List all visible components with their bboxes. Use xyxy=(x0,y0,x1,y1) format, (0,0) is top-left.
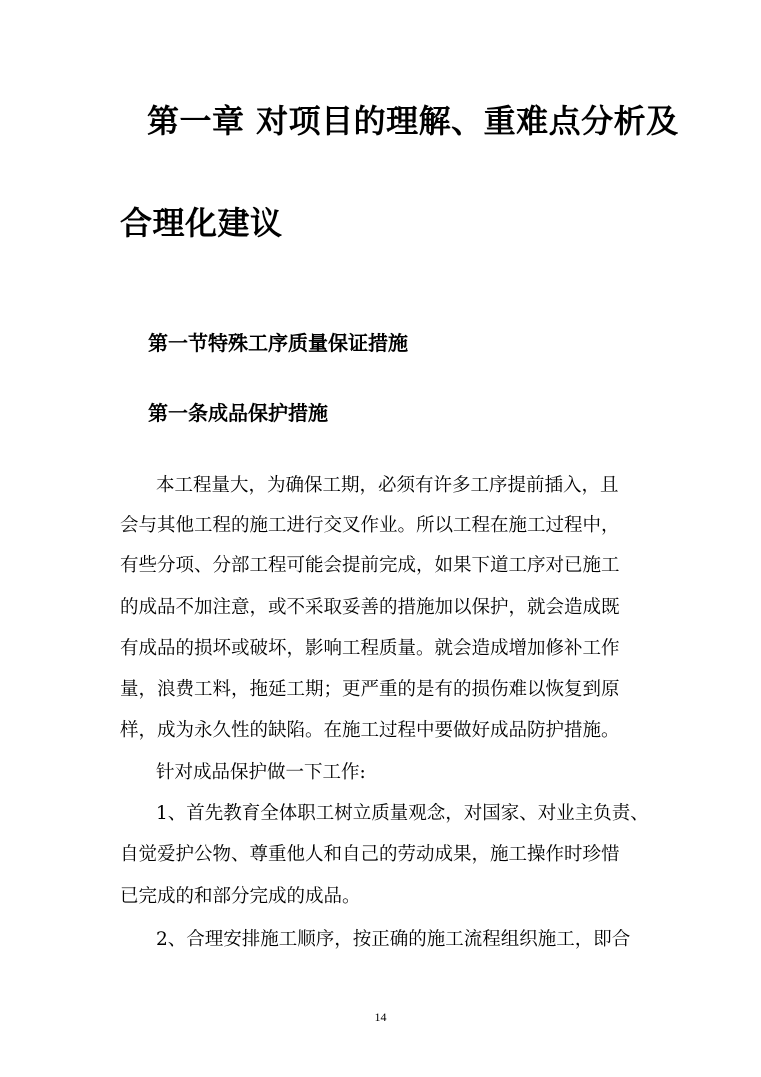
body-line-5: 有成品的损坏或破坏，影响工程质量。就会造成增加修补工作 xyxy=(120,638,620,659)
chapter-title-line-1: 第一章 对项目的理解、重难点分析及 xyxy=(147,102,679,140)
body-line-3: 有些分项、分部工程可能会提前完成，如果下道工序对已施工 xyxy=(120,555,620,576)
page-number: 14 xyxy=(374,1010,387,1024)
section-title: 第一节特殊工序质量保证措施 xyxy=(148,331,408,355)
body-line-11: 已完成的和部分完成的成品。 xyxy=(120,886,361,907)
chapter-title-line-2: 合理化建议 xyxy=(120,204,283,242)
body-line-2: 会与其他工程的施工进行交叉作业。所以工程在施工过程中， xyxy=(120,515,620,536)
body-line-6: 量，浪费工料，拖延工期；更严重的是有的损伤难以恢复到原 xyxy=(120,679,620,700)
article-title: 第一条成品保护措施 xyxy=(148,401,328,425)
body-line-4: 的成品不加注意，或不采取妥善的措施加以保护，就会造成既 xyxy=(120,597,620,618)
body-line-12: 2、合理安排施工顺序，按正确的施工流程组织施工，即合 xyxy=(156,929,631,950)
body-line-1: 本工程量大，为确保工期，必须有许多工序提前插入，且 xyxy=(156,475,619,496)
body-line-8: 针对成品保护做一下工作: xyxy=(156,762,366,783)
body-line-9: 1、首先教育全体职工树立质量观念，对国家、对业主负责、 xyxy=(156,803,649,824)
body-line-7: 样，成为永久性的缺陷。在施工过程中要做好成品防护措施。 xyxy=(120,720,620,741)
body-line-10: 自觉爱护公物、尊重他人和自己的劳动成果，施工操作时珍惜 xyxy=(120,844,620,865)
